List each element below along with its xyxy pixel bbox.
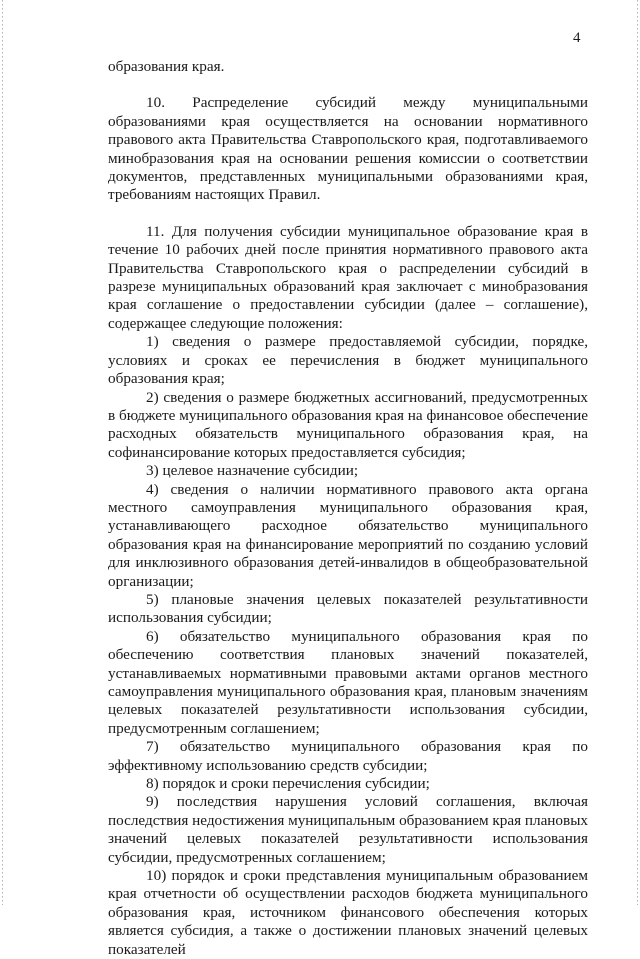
page-number: 4: [573, 30, 581, 46]
list-item-1: 1) сведения о размере предоставляемой субсидии, порядке, условиях и сроках ее перечисления в бюджет муниципального образования края;: [108, 333, 588, 388]
list-item-6: 6) обязательство муниципального образования края по обеспечению соответствия плановых значений показателей, устанавливаемых нормативными правовыми актами органов местного самоуправления муниципального образования края, плановым значениям целевых показателей результативности использования субсидии, предусмотренным соглашением;: [108, 627, 588, 737]
list-item-4: 4) сведения о наличии нормативного правового акта органа местного самоуправления муниципального образования края, устанавливающего расходное обязательство муниципального образования края на финансирование мероприятий по созданию условий для инклюзивного образования детей-инвалидов в общеобразовательной организации;: [108, 480, 588, 590]
list-item-7: 7) обязательство муниципального образования края по эффективному использованию средств субсидии;: [108, 738, 588, 774]
document-body: [108, 58, 588, 959]
list-item-5: 5) плановые значения целевых показателей результативности использования субсидии;: [108, 590, 588, 627]
list-item-3: 3) целевое назначение субсидии;: [146, 462, 359, 480]
scan-edge-left: [2, 0, 3, 905]
list-item-9: 9) последствия нарушения условий соглашения, включая последствия недостижения муниципальным образованием края плановых значений целевых показателей результативности использования субсидии, предусмотренных соглашением;: [108, 793, 588, 866]
paragraph-clause-11: 11. Для получения субсидии муниципальное образование края в течение 10 рабочих дней после принятия нормативного правового акта Правительства Ставропольского края о распределении субсидий в разрезе муниципальных образований края заключает с минобразования края соглашение о предоставлении субсидии (далее – соглашение), содержащее следующие положения:: [108, 222, 588, 332]
list-item-8: 8) порядок и сроки перечисления субсидии;: [146, 775, 430, 793]
list-item-2: 2) сведения о размере бюджетных ассигнований, предусмотренных в бюджете муниципального образования края на финансовое обеспечение расходных обязательств муниципального образования края, на софинансирование которых предоставляется субсидия;: [108, 388, 588, 461]
list-item-10: 10) порядок и сроки представления муниципальным образованием края отчетности об осуществлении расходов бюджета муниципального образования края, источником финансового обеспечения которых является субсидия, а также о достижении плановых значений целевых показателей: [108, 867, 588, 958]
scan-edge-right: [637, 0, 638, 905]
paragraph-clause-10: 10. Распределение субсидий между муниципальными образованиями края осуществляется на основании нормативного правового акта Правительства Ставропольского края, подготавливаемого минобразования края на основании решения комиссии о соответствии документов, представленных муниципальными образованиями края, требованиям настоящих Правил.: [108, 94, 588, 204]
paragraph-continuation: образования края.: [108, 58, 225, 75]
